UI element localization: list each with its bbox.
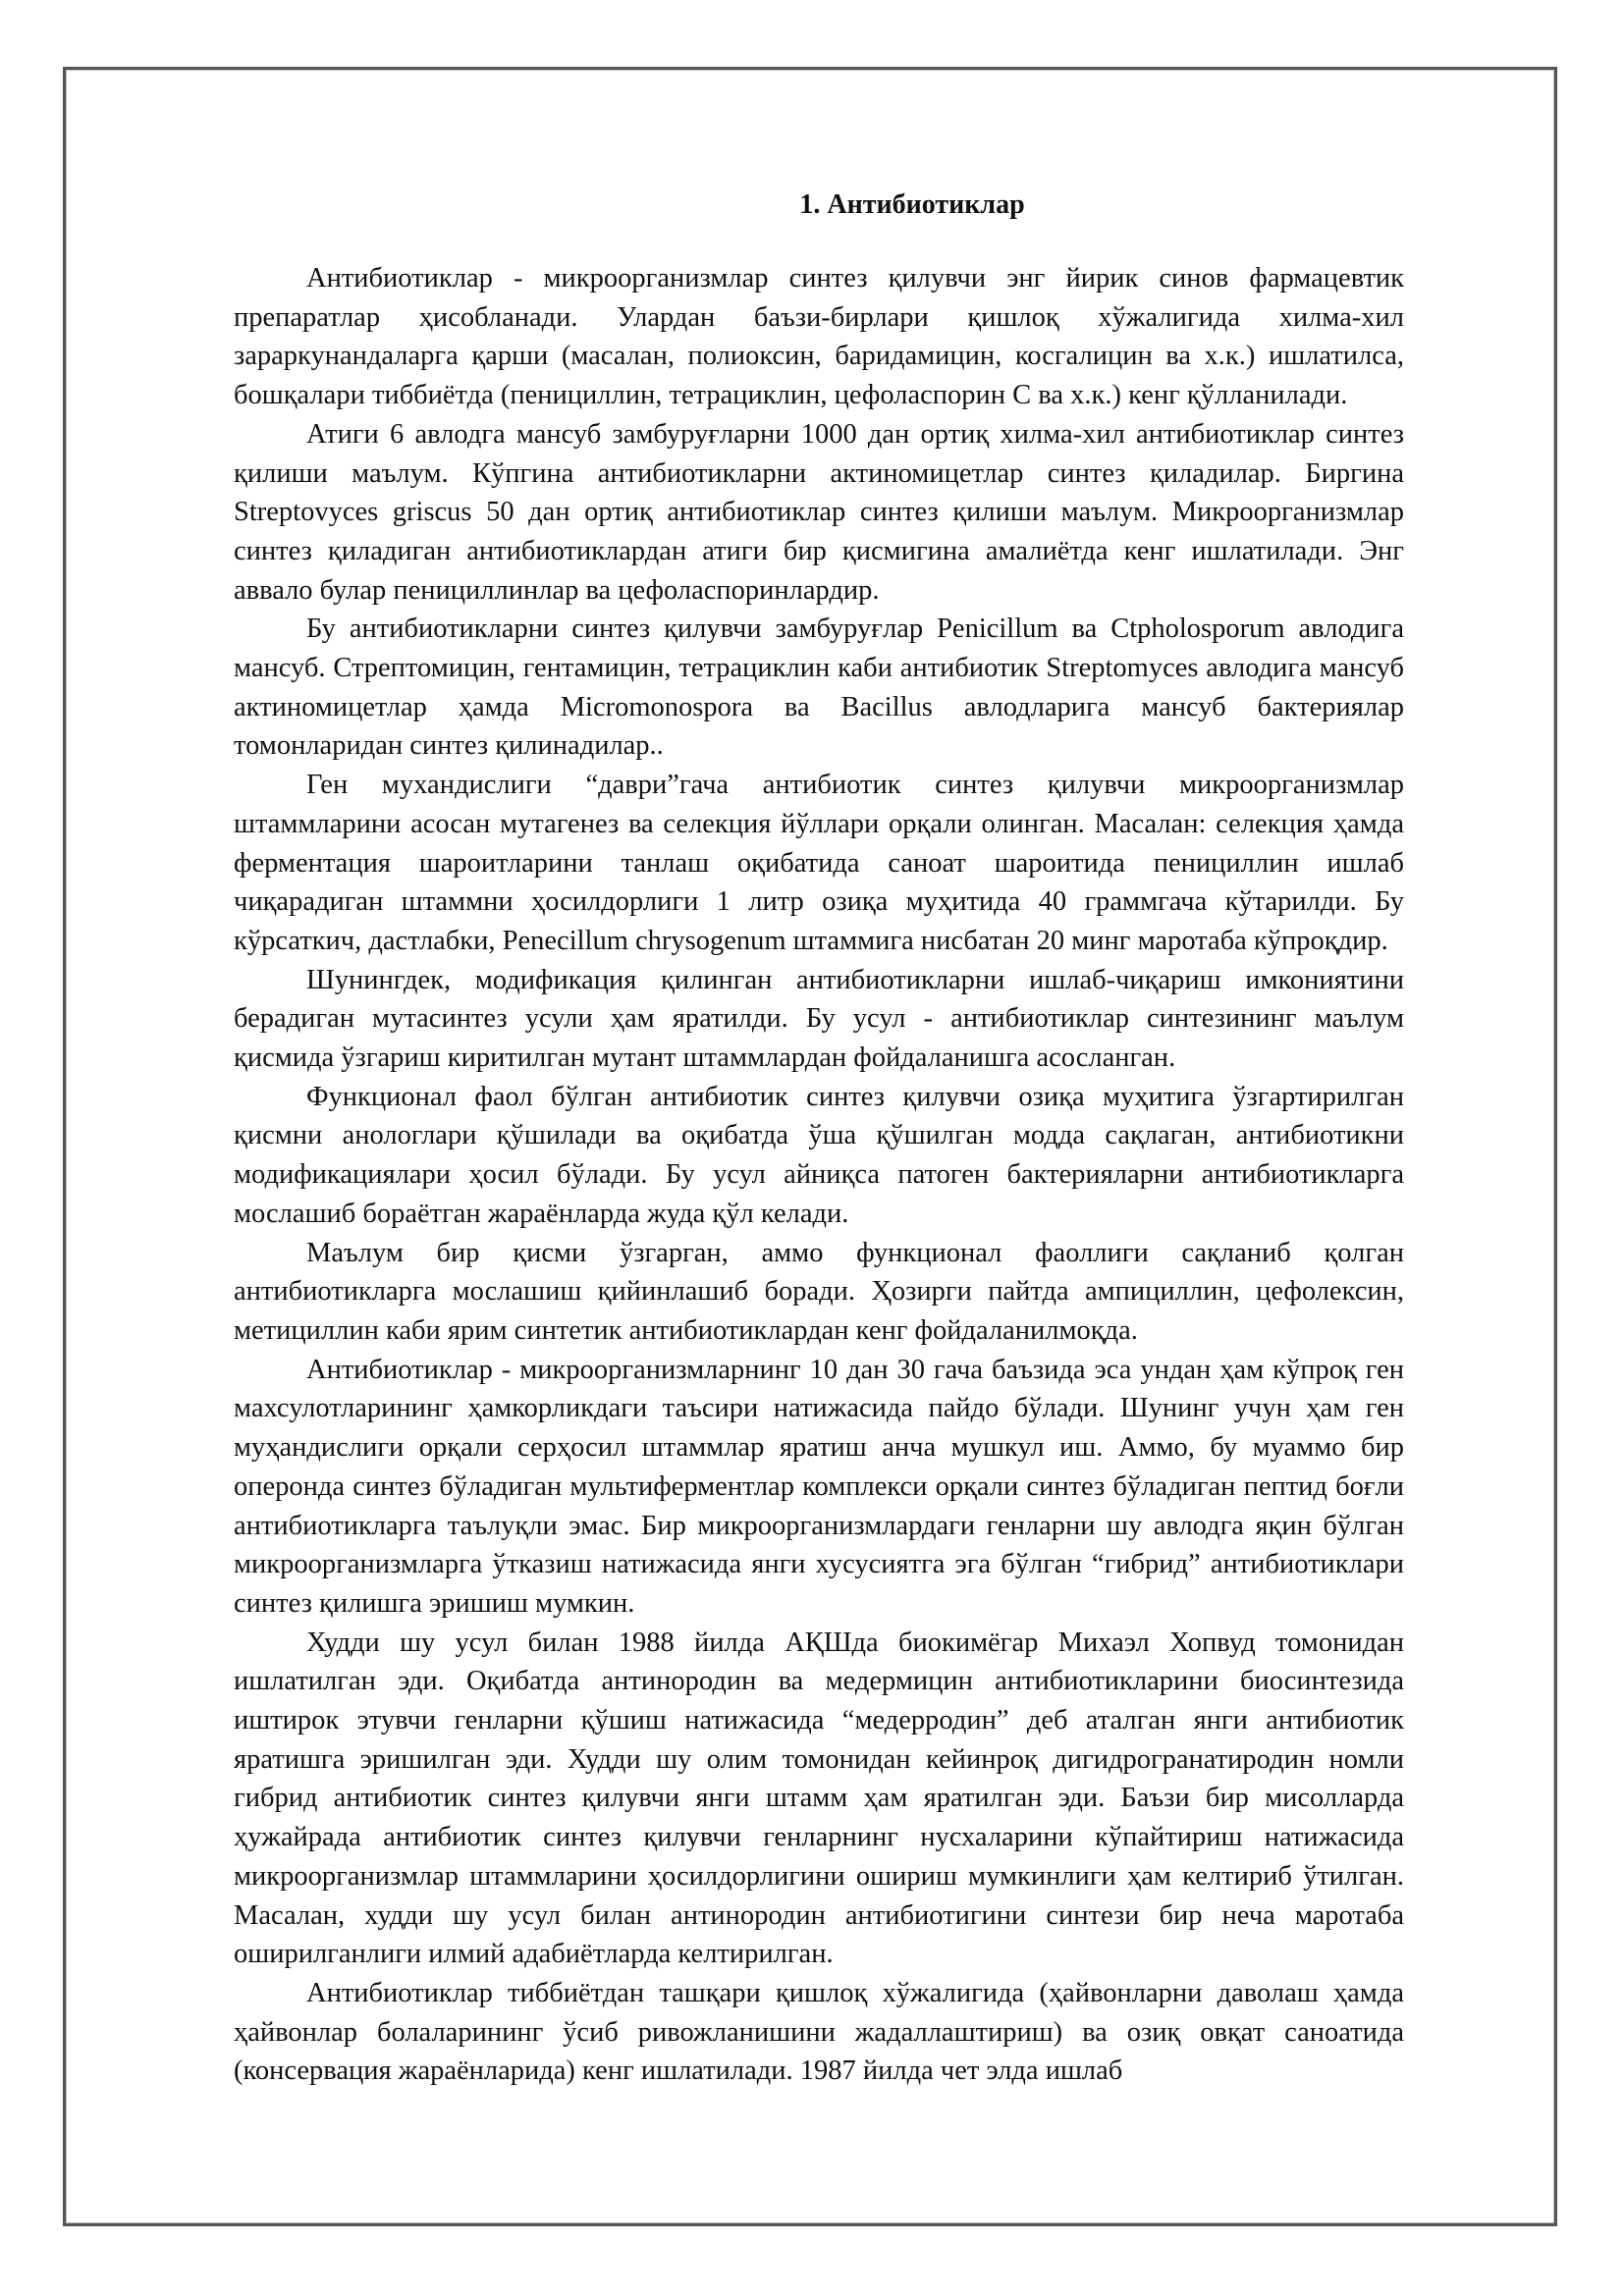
paragraph-1: Антибиотиклар - микроорганизмлар синтез қилувчи энг йирик синов фармацевтик препаратлар ҳисобланади. Улардан баъзи-бирлари қишлоқ хўжалигида хилма-хил зараркунандаларга қарши (масалан, полиоксин, баридамицин, косгалицин ва х.к.) ишлатилса, бошқалари тиббиётда (пенициллин, тетрациклин, цефоласпорин С ва х.к.) кенг қўлланилади. — [234, 263, 1404, 411]
paragraph-2: Атиги 6 авлодга мансуб замбуруғларни 1000 дан ортиқ хилма-хил антибиотиклар синтез қилиши маълум. Кўпгина антибиотикларни актиномицетлар синтез қиладилар. Биргина Streptovyces griscus 50 дан ортиқ антибиотиклар синтез қилиши маълум. Микроорганизмлар синтез қиладиган антибиотиклардан атиги бир қисмигина амалиётда кенг ишлатилади. Энг аввало булар пенициллинлар ва цефоласпоринлардир. — [234, 418, 1404, 606]
document-body — [234, 188, 1404, 2091]
paragraph-9: Худди шу усул билан 1988 йилда АҚШда биокимёгар Михаэл Хопвуд томонидан ишлатилган эди. Оқибатда антинородин ва медермицин антибиотикларини биосинтезида иштирок этувчи генларни қўшиш натижасида “медерродин” деб аталган янги антибиотик яратишга эришилган эди. Худди шу олим томонидан кейинроқ дигидрогранатиродин номли гибрид антибиотик синтез қилувчи янги штамм ҳам яратилган эди. Баъзи бир мисолларда ҳужайрада антибиотик синтез қилувчи генларнинг нусхаларини кўпайтириш натижасида микроорганизмлар штаммларини ҳосилдорлигини ошириш мумкинлиги ҳам келтириб ўтилган. Масалан, худди шу усул билан антинородин антибиотигини синтези бир неча маротаба оширилганлиги илмий адабиётларда келтирилган. — [234, 1627, 1404, 1970]
paragraph-10: Антибиотиклар тиббиётдан ташқари қишлоқ хўжалигида (ҳайвонларни даволаш ҳамда ҳайвонлар болаларининг ўсиб ривожланишини жадаллаштириш) ва озиқ овқат саноатида (консервация жараёнларида) кенг ишлатилади. 1987 йилда чет элда ишлаб — [234, 1977, 1404, 2087]
paragraph-3: Бу антибиотикларни синтез қилувчи замбуруғлар Penicillum ва Ctpholosporum авлодига мансуб. Стрептомицин, гентамицин, тетрациклин каби антибиотик Streptomyces авлодига мансуб актиномицетлар ҳамда Micromonospora ва Bacillus авлодларига мансуб бактериялар томонларидан синтез қилинадилар.. — [234, 614, 1404, 762]
paragraph-4: Ген мухандислиги “даври”гача антибиотик синтез қилувчи микроорганизмлар штаммларини асосан мутагенез ва селекция йўллари орқали олинган. Масалан: селекция ҳамда ферментация шароитларини танлаш оқибатида саноат шароитида пенициллин ишлаб чиқарадиган штаммни ҳосилдорлиги 1 литр озиқа муҳитида 40 граммгача кўтарилди. Бу кўрсаткич, дастлабки, Penecillum chrysogenum штаммига нисбатан 20 минг маротаба кўпроқдир. — [234, 770, 1404, 956]
paragraph-5: Шунингдек, модификация қилинган антибиотикларни ишлаб-чиқариш имкониятини берадиган мутасинтез усули ҳам яратилди. Бу усул - антибиотиклар синтезининг маълум қисмида ўзгариш киритилган мутант штаммлардан фойдаланишга асосланган. — [234, 964, 1404, 1074]
section-title: 1. Антибиотиклар — [799, 189, 1025, 220]
paragraph-8: Антибиотиклар - микроорганизмларнинг 10 дан 30 гача баъзида эса ундан ҳам кўпроқ ген махсулотларининг ҳамкорликдаги таъсири натижасида пайдо бўлади. Шунинг учун ҳам ген муҳандислиги орқали серҳосил штаммлар яратиш анча мушкул иш. Аммо, бу муаммо бир оперонда синтез бўладиган мультиферментлар комплекси орқали синтез бўладиган пептид боғли антибиотикларга таълуқли эмас. Бир микроорганизмлардаги генларни шу авлодга яқин бўлган микроорганизмларга ўтказиш натижасида янги хусусиятга эга бўлган “гибрид” антибиотиклари синтез қилишга эришиш мумкин. — [234, 1354, 1404, 1619]
paragraph-7: Маълум бир қисми ўзгарган, аммо функционал фаоллиги сақланиб қолган антибиотикларга мослашиш қийинлашиб боради. Ҳозирги пайтда ампициллин, цефолексин, метициллин каби ярим синтетик антибиотиклардан кенг фойдаланилмоқда. — [234, 1237, 1404, 1346]
paragraph-6: Функционал фаол бўлган антибиотик синтез қилувчи озиқа муҳитига ўзгартирилган қисмни анологлари қўшилади ва оқибатда ўша қўшилган модда сақлаган, антибиотикни модификациялари ҳосил бўлади. Бу усул айниқса патоген бактерияларни антибиотикларга мослашиб бораётган жараёнларда жуда қўл келади. — [234, 1081, 1404, 1229]
